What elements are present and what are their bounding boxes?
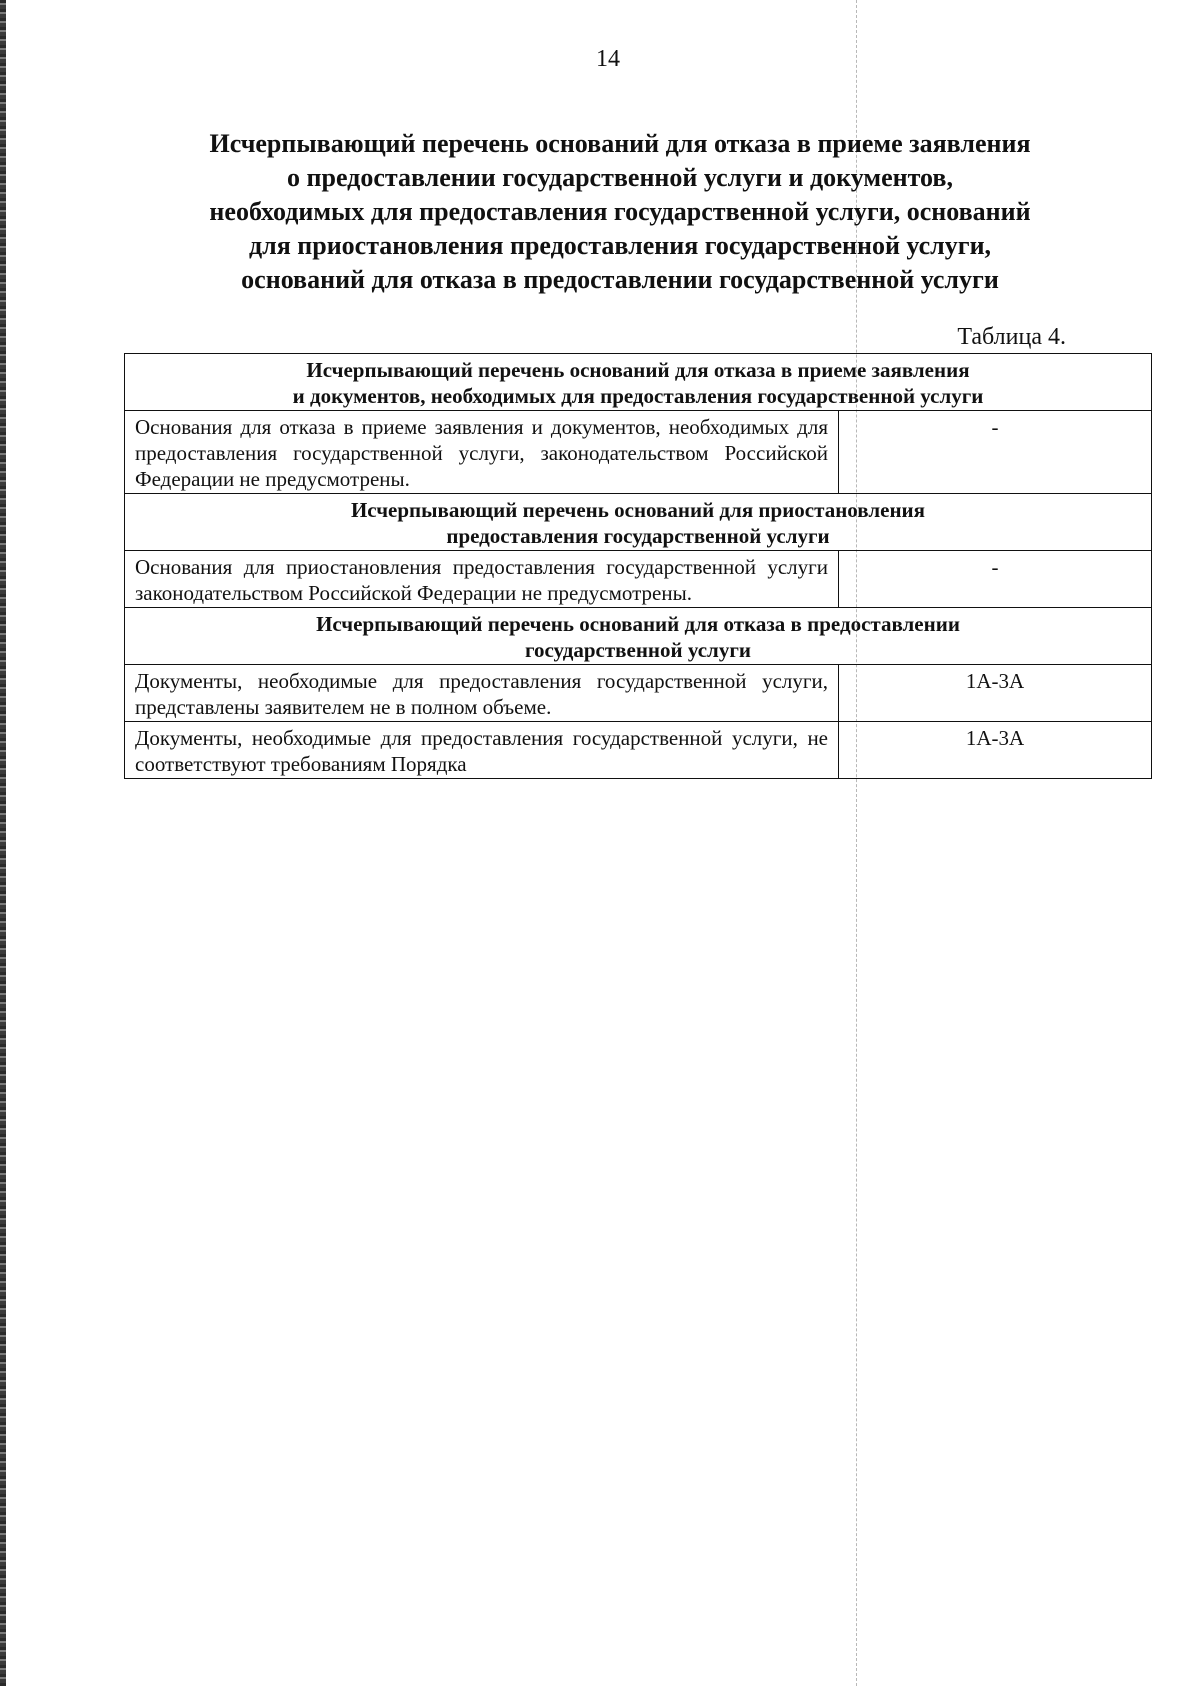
table-row — [125, 551, 1152, 608]
section-title — [125, 608, 1152, 665]
row-value: - — [839, 551, 1152, 608]
scan-edge — [0, 0, 6, 1686]
section-title — [125, 354, 1152, 411]
heading-line: о предоставлении государственной услуги и документов, — [287, 163, 953, 192]
row-description: Основания для отказа в приеме заявления и документов, необходимых для предоставления государственной услуги, законодательством Российской Федерации не предусмотрены. — [125, 411, 839, 494]
row-description: Документы, необходимые для предоставления государственной услуги, представлены заявителем не в полном объеме. — [125, 665, 839, 722]
row-value: 1А-3А — [839, 665, 1152, 722]
grounds-table — [124, 353, 1152, 779]
row-description: Документы, необходимые для предоставления государственной услуги, не соответствуют требованиям Порядка — [125, 722, 839, 779]
row-value: - — [839, 411, 1152, 494]
row-value: 1А-3А — [839, 722, 1152, 779]
section-title-line: Исчерпывающий перечень оснований для приостановления — [350, 498, 926, 522]
table-caption: Таблица 4. — [957, 324, 1066, 350]
section-header-row — [125, 354, 1152, 411]
section-title-line: Исчерпывающий перечень оснований для отказа в приеме заявления — [306, 358, 970, 382]
page-number: 14 — [596, 46, 620, 72]
table-row — [125, 665, 1152, 722]
heading-line: оснований для отказа в предоставлении государственной услуги — [241, 265, 999, 294]
section-header-row — [125, 494, 1152, 551]
section-title-line: государственной услуги — [525, 638, 751, 662]
section-title-line: предоставления государственной услуги — [446, 524, 830, 548]
heading-line: для приостановления предоставления государственной услуги, — [248, 231, 992, 260]
table-row — [125, 722, 1152, 779]
heading-line: Исчерпывающий перечень оснований для отказа в приеме заявления — [209, 129, 1031, 158]
table-row — [125, 411, 1152, 494]
heading-line: необходимых для предоставления государственной услуги, оснований — [209, 197, 1031, 226]
section-title — [125, 494, 1152, 551]
section-title-line: Исчерпывающий перечень оснований для отказа в предоставлении — [316, 612, 960, 636]
section-header-row — [125, 608, 1152, 665]
document-heading — [150, 127, 1090, 297]
row-description: Основания для приостановления предоставления государственной услуги законодательством Российской Федерации не предусмотрены. — [125, 551, 839, 608]
section-title-line: и документов, необходимых для предоставления государственной услуги — [292, 384, 984, 408]
